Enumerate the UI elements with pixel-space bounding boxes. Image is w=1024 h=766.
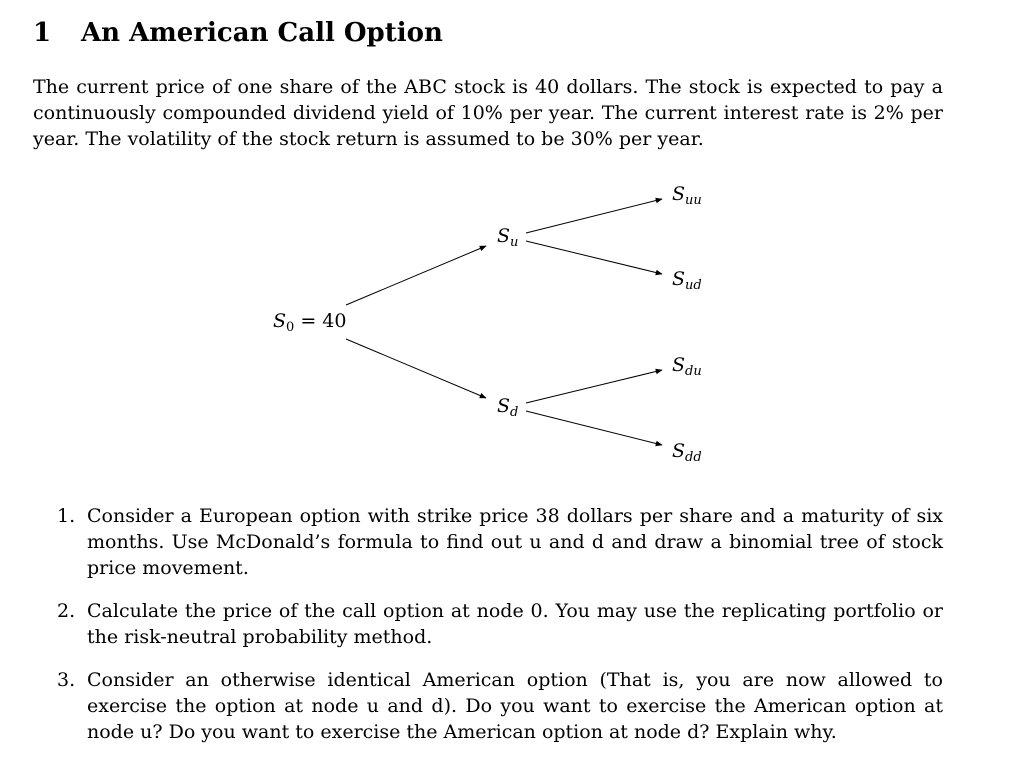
section-number: 1	[33, 18, 52, 48]
edge-su-suu	[526, 199, 662, 233]
edge-root-su	[346, 246, 486, 305]
edge-sd-sdu	[526, 370, 662, 403]
section-heading	[33, 18, 443, 48]
tree-node-sdd: $S_{dd}$	[672, 440, 702, 465]
edge-root-sd	[346, 339, 486, 398]
tree-node-sd: $S_d$	[497, 395, 519, 420]
tree-node-sdu: $S_{du}$	[672, 354, 702, 379]
edge-su-sud	[526, 241, 662, 274]
question-number: 3.	[57, 669, 76, 691]
question-item	[57, 503, 943, 581]
question-text: Calculate the price of the call option at node 0. You may use the replicating portfolio or the risk-neutral probability method.	[87, 600, 943, 648]
tree-node-root: $S_0 = 40$	[273, 310, 347, 335]
question-number: 2.	[57, 600, 76, 622]
question-text: Consider a European option with strike price 38 dollars per share and a maturity of six months. Use McDonald’s formula to find out u and d and draw a binomial tree of stock price movement.	[87, 505, 943, 579]
intro-paragraph: The current price of one share of the ABC stock is 40 dollars. The stock is expected to pay a continuously compounded dividend yield of 10% per year. The current interest rate is 2% per year. The volatility of the stock return is assumed to be 30% per year.	[33, 76, 943, 150]
section-title: An American Call Option	[81, 18, 443, 48]
question-text: Consider an otherwise identical American option (That is, you are now allowed to exercise the option at node u and d). Do you want to exercise the American option at node u? Do you want to exercise the American option at node d? Explain why.	[87, 669, 943, 743]
question-list	[57, 503, 943, 762]
tree-node-sud: $S_{ud}$	[672, 268, 702, 293]
tree-node-su: $S_u$	[497, 225, 519, 250]
question-item	[57, 598, 943, 650]
edge-sd-sdd	[526, 411, 662, 445]
tree-node-suu: $S_{uu}$	[672, 183, 702, 208]
question-item	[57, 667, 943, 745]
question-number: 1.	[57, 505, 76, 527]
